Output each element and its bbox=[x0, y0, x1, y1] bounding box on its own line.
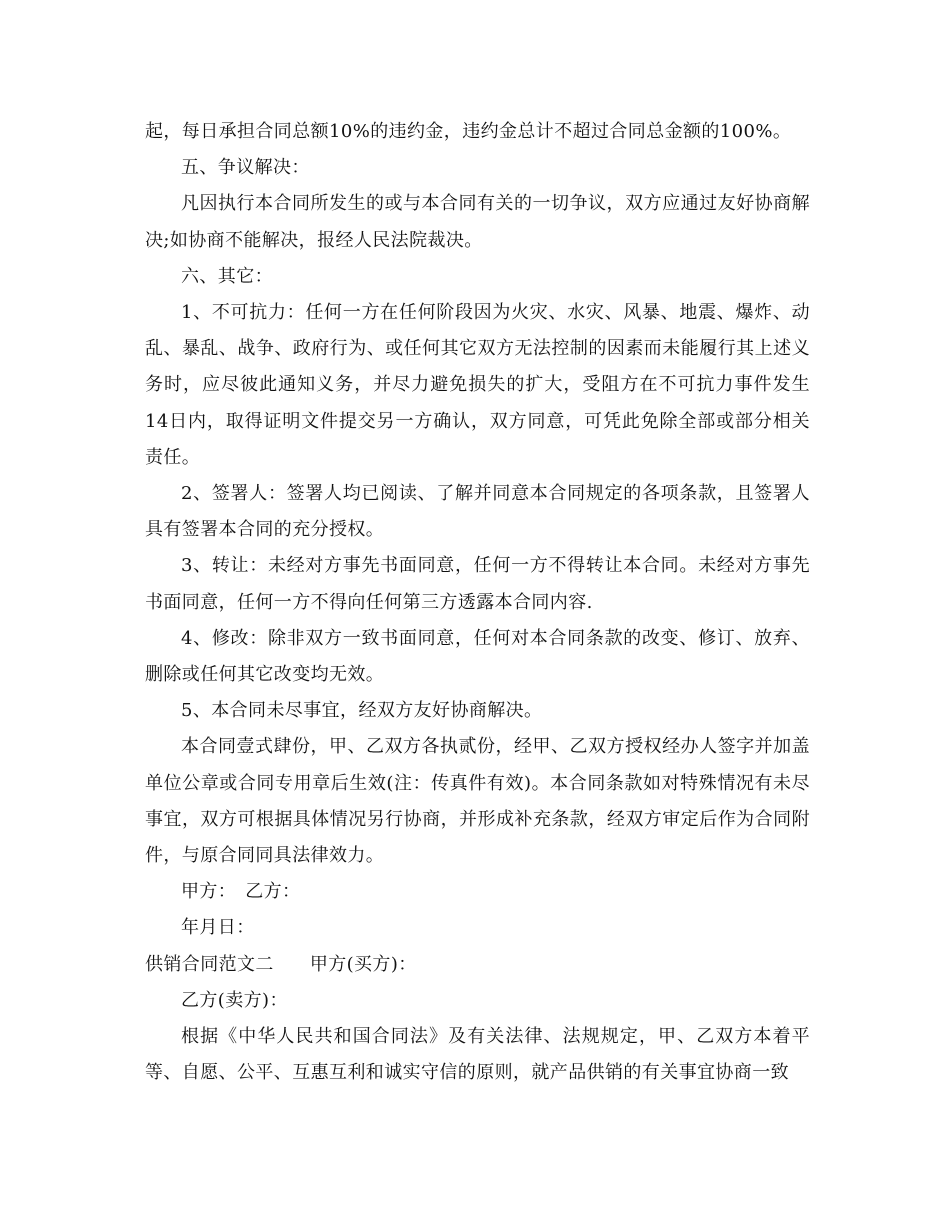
party-b-label: 乙方： bbox=[245, 881, 301, 903]
section-heading-dispute: 五、争议解决： bbox=[181, 157, 310, 179]
paragraph-force-majeure: 1、不可抗力：任何一方在任何阶段因为火灾、水灾、风暴、地震、爆炸、动乱、暴乱、战争、政府行为、或任何其它双方无法控制的因素而未能履行其上述义务时，应尽彼此通知义务，并尽力避免损失的扩大，受阻方在不可抗力事件发生14日内，取得证明文件提交另一方确认，双方同意，可凭此免除全部或部分相关责任。 bbox=[145, 302, 810, 468]
document-body bbox=[145, 114, 810, 1091]
buyer-label: 甲方(买方)： bbox=[309, 953, 417, 975]
paragraph-unresolved-matters: 5、本合同未尽事宜，经双方友好协商解决。 bbox=[181, 700, 543, 722]
paragraph-penalty-continuation: 起，每日承担合同总额10%的违约金，违约金总计不超过合同总金额的100%。 bbox=[145, 121, 792, 142]
seller-label: 乙方(卖方)： bbox=[181, 989, 288, 1011]
party-a-label: 甲方： bbox=[181, 881, 237, 903]
signature-line bbox=[145, 874, 810, 910]
second-contract-title-line bbox=[145, 947, 810, 983]
paragraph-assignment: 3、转让：未经对方事先书面同意，任何一方不得转让本合同。未经对方事先书面同意，任何一方不得向任何第三方透露本合同内容. bbox=[145, 555, 810, 613]
paragraph-amendment: 4、修改：除非双方一致书面同意，任何对本合同条款的改变、修订、放弃、删除或任何其它改变均无效。 bbox=[145, 627, 810, 686]
paragraph-dispute-resolution: 凡因执行本合同所发生的或与本合同有关的一切争议，双方应通过友好协商解决;如协商不能解决，报经人民法院裁决。 bbox=[145, 193, 810, 251]
date-line: 年月日： bbox=[181, 917, 255, 939]
paragraph-copies-and-validity: 本合同壹式肆份，甲、乙双方各执贰份，经甲、乙双方授权经办人签字并加盖单位公章或合同专用章后生效(注：传真件有效)。本合同条款如对特殊情况有未尽事宜，双方可根据具体情况另行协商，并形成补充条款，经双方审定后作为合同附件，与原合同同具法律效力。 bbox=[145, 736, 810, 867]
paragraph-signatories: 2、签署人：签署人均已阅读、了解并同意本合同规定的各项条款，且签署人具有签署本合同的充分授权。 bbox=[145, 483, 810, 541]
second-contract-title: 供销合同范文二 bbox=[145, 953, 274, 975]
paragraph-second-contract-intro: 根据《中华人民共和国合同法》及有关法律、法规规定，甲、乙双方本着平等、自愿、公平、互惠互利和诚实守信的原则，就产品供销的有关事宜协商一致 bbox=[145, 1026, 810, 1084]
section-heading-other: 六、其它： bbox=[181, 265, 273, 287]
